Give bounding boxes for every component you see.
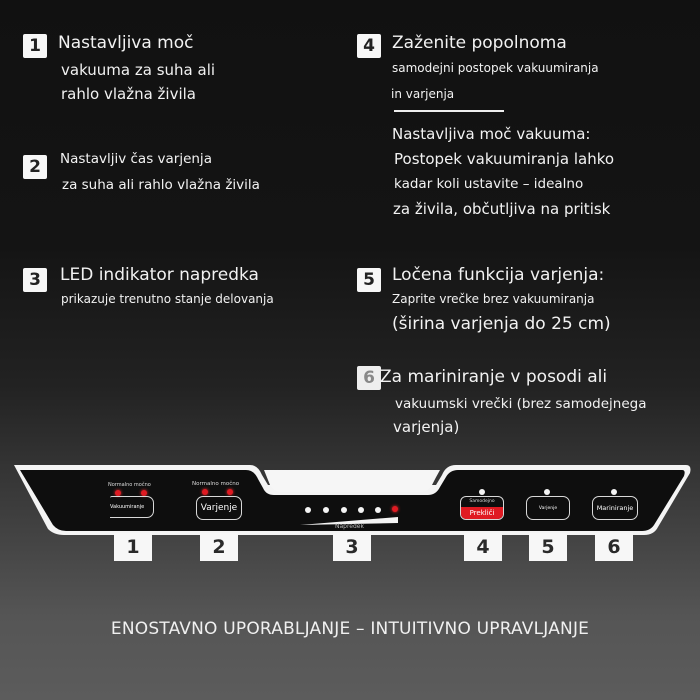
seal-only-button[interactable] <box>526 496 570 520</box>
feature-4-extra-title: Nastavljiva moč vakuuma: <box>392 125 591 143</box>
panel-tab-6: 6 <box>595 533 633 561</box>
feature-5-number: 5 <box>357 268 381 292</box>
feature-6-desc-line1: vakuumski vrečki (brez samodejnega <box>395 396 647 412</box>
feature-2-title: Nastavljiv čas varjenja <box>60 151 212 167</box>
feature-1-desc-line1: vakuuma za suha ali <box>61 61 216 79</box>
feature-5-title: Ločena funkcija varjenja: <box>392 265 605 285</box>
feature-6-title: Za mariniranje v posodi ali <box>380 367 608 387</box>
seal-only-led <box>544 489 550 495</box>
feature-4-desc-line1: samodejni postopek vakuumiranja <box>392 61 599 75</box>
panel-tab-2: 2 <box>200 533 238 561</box>
seal-button[interactable] <box>196 496 242 520</box>
seal-strength-label: Normalno močno <box>192 481 240 487</box>
feature-1-title: Nastavljiva moč <box>58 33 194 53</box>
progress-led-6 <box>392 506 398 512</box>
vacuum-strength-label: Normalno močno <box>108 482 151 488</box>
progress-led-4 <box>358 507 364 513</box>
feature-6-number: 6 <box>357 366 381 390</box>
feature-5-desc-line1: Zaprite vrečke brez vakuumiranja <box>392 292 595 306</box>
feature-2-number: 2 <box>23 155 47 179</box>
progress-led-2 <box>323 507 329 513</box>
progress-led-5 <box>375 507 381 513</box>
marinate-button-label: Mariniranje <box>596 504 634 512</box>
feature-4-extra-line3: za živila, občutljiva na pritisk <box>393 200 611 218</box>
footer-tagline: ENOSTAVNO UPORABLJANJE – INTUITIVNO UPRAVLJANJE <box>110 619 590 639</box>
feature-4-title: Zaženite popolnoma <box>392 33 567 53</box>
feature-3-desc: prikazuje trenutno stanje delovanja <box>61 292 274 306</box>
feature-4-desc-line2: in varjenja <box>391 87 455 101</box>
feature-5-desc-line2: (širina varjenja do 25 cm) <box>392 314 611 334</box>
vacuum-button-label: Vakuumiranje <box>110 504 145 510</box>
feature-4-extra-line1: Postopek vakuumiranja lahko <box>394 150 615 168</box>
feature-4-divider <box>394 110 504 112</box>
panel-tab-1: 1 <box>114 533 152 561</box>
marinate-button[interactable] <box>592 496 638 520</box>
seal-led-strong <box>227 489 233 495</box>
seal-only-button-label: Varjenje <box>538 505 558 511</box>
progress-label: Napredek <box>335 523 364 530</box>
vacuum-button[interactable] <box>110 496 154 518</box>
progress-led-3 <box>341 507 347 513</box>
feature-1-number: 1 <box>23 34 47 58</box>
auto-cancel-button[interactable] <box>460 496 504 520</box>
auto-led <box>479 489 485 495</box>
panel-tab-4: 4 <box>464 533 502 561</box>
feature-4-number: 4 <box>357 34 381 58</box>
feature-3-title: LED indikator napredka <box>60 265 259 285</box>
seal-button-label: Varjenje <box>200 503 238 513</box>
panel-tab-3: 3 <box>333 533 371 561</box>
panel-tab-5: 5 <box>529 533 567 561</box>
marinate-led <box>611 489 617 495</box>
auto-label: Samodejno <box>469 499 495 504</box>
progress-led-1 <box>305 507 311 513</box>
feature-3-number: 3 <box>23 268 47 292</box>
feature-2-desc: za suha ali rahlo vlažna živila <box>62 177 260 193</box>
cancel-label: Prekliči <box>461 507 503 519</box>
seal-led-normal <box>202 489 208 495</box>
feature-6-desc-line2: varjenja) <box>393 418 460 436</box>
feature-4-extra-line2: kadar koli ustavite – idealno <box>394 176 584 192</box>
feature-1-desc-line2: rahlo vlažna živila <box>61 85 196 103</box>
